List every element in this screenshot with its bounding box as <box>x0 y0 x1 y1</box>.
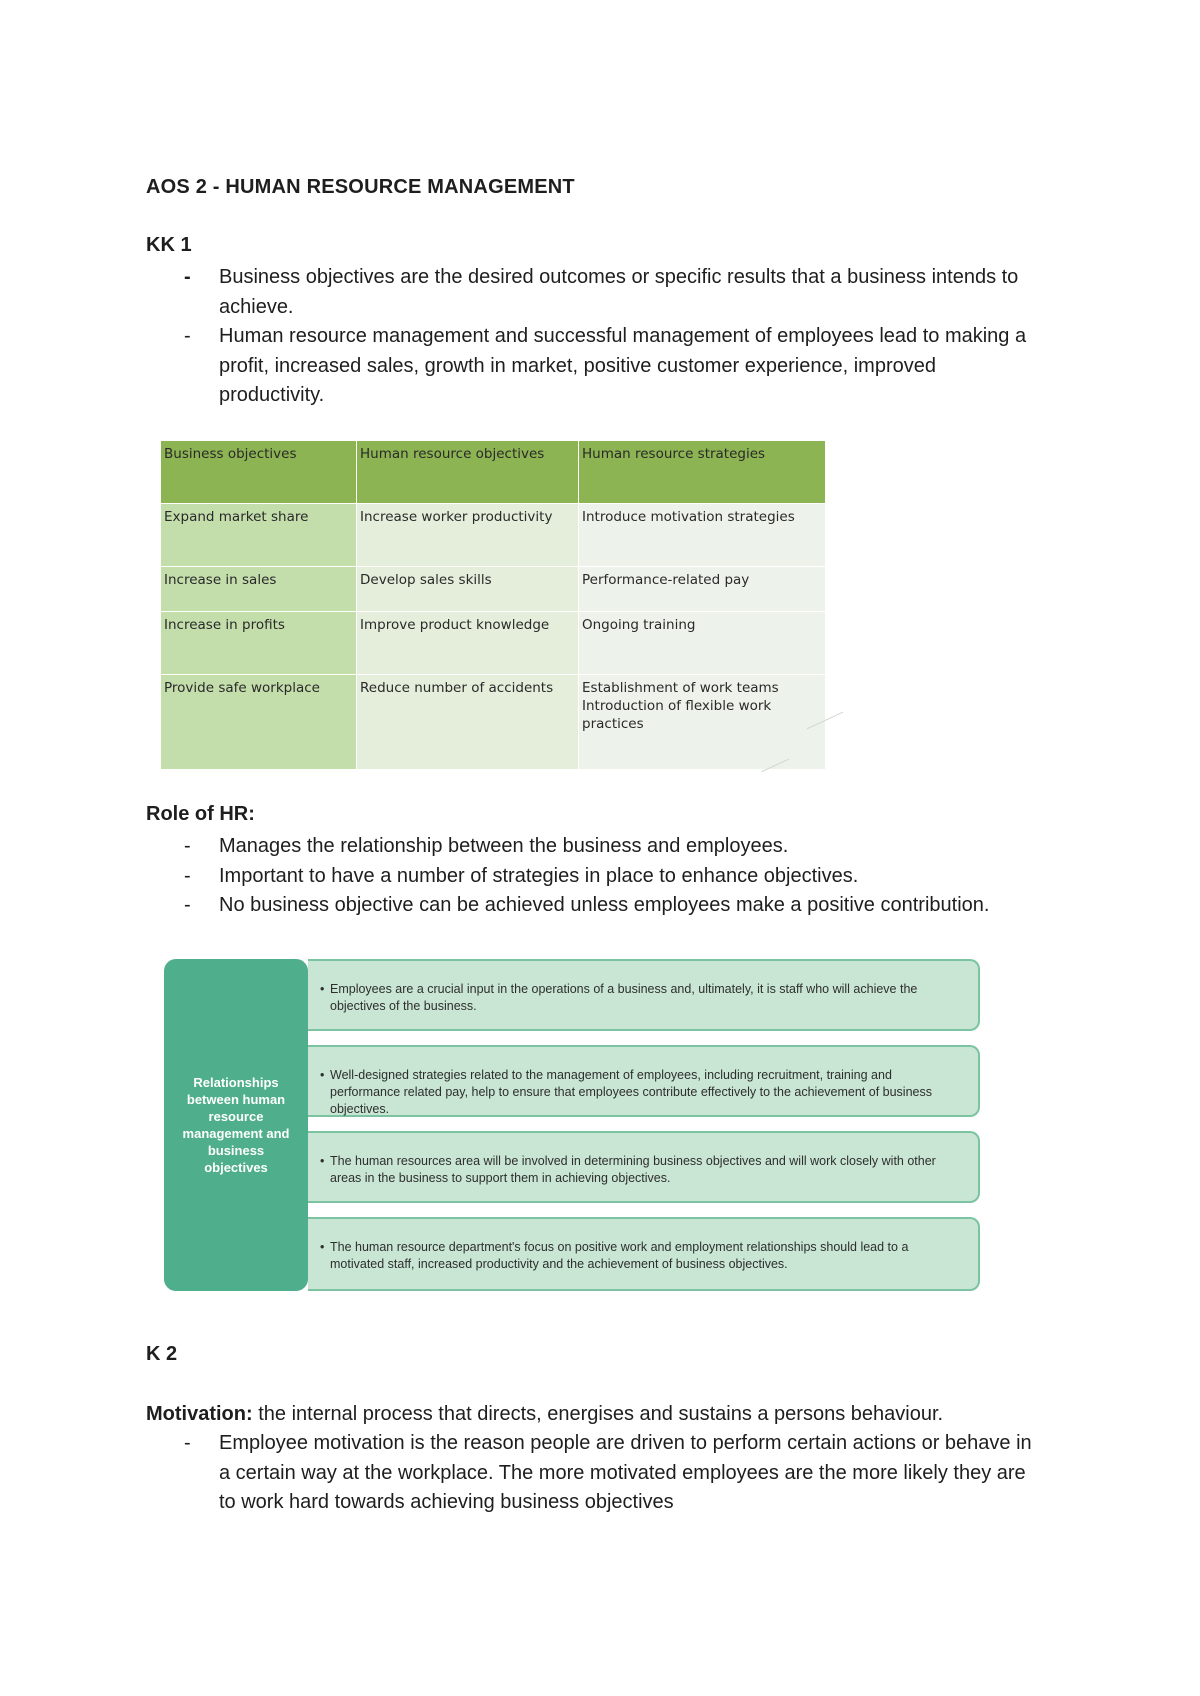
diagram-point: • Well-designed strategies related to the management of employees, including recruitment, training and performance related pay, help to ensure that employees contribute effectively to the achievement of business objectives. <box>308 1045 980 1117</box>
table-cell: Reduce number of accidents <box>357 675 579 770</box>
bullet-marker: • <box>320 1154 325 1168</box>
kk1-heading: KK 1 <box>146 234 192 256</box>
list-item: - Important to have a number of strategies in place to enhance objectives. <box>146 862 1046 892</box>
table-row <box>161 504 826 567</box>
diagram-label: Relationships between human resource management and business objectives <box>182 1075 290 1175</box>
table-cell: Increase in profits <box>161 612 357 675</box>
bullet-marker: • <box>320 1240 325 1254</box>
table-cell: Improve product knowledge <box>357 612 579 675</box>
table-row <box>161 567 826 612</box>
table-cell: Introduce motivation strategies <box>579 504 826 567</box>
table-header-row <box>161 441 826 504</box>
dash-marker: - <box>184 894 191 916</box>
list-item: - Employee motivation is the reason people are driven to perform certain actions or behave in a certain way at the workplace. The more motivated employees are the more likely they are to work hard towards achieving business objectives <box>146 1429 1046 1518</box>
bullet-marker: • <box>320 1068 325 1082</box>
list-item: - No business objective can be achieved unless employees make a positive contribution. <box>146 891 1046 921</box>
role-heading: Role of HR: <box>146 803 255 825</box>
role-bullet-list <box>146 832 1046 921</box>
k2-bullet-list <box>146 1429 1046 1518</box>
table-cell: Provide safe workplace <box>161 675 357 770</box>
table-cell: Develop sales skills <box>357 567 579 612</box>
bullet-marker: • <box>320 982 325 996</box>
list-item: - Human resource management and successful management of employees lead to making a profit, increased sales, growth in market, positive customer experience, improved productivity. <box>146 322 1046 411</box>
dash-marker: - <box>184 1432 191 1454</box>
hr-relationship-diagram <box>150 955 1000 1300</box>
table-row <box>161 675 826 770</box>
table-cell: Increase worker productivity <box>357 504 579 567</box>
k2-heading: K 2 <box>146 1343 178 1365</box>
list-item: - Manages the relationship between the business and employees. <box>146 832 1046 862</box>
list-item: - Business objectives are the desired outcomes or specific results that a business intends to achieve. <box>146 263 1046 322</box>
diagram-point: • The human resources area will be involved in determining business objectives and will work closely with other areas in the business to support them in achieving objectives. <box>308 1131 980 1203</box>
diagram-point: • Employees are a crucial input in the operations of a business and, ultimately, it is staff who will achieve the objectives of the business. <box>308 959 980 1031</box>
table-header-cell: Human resource strategies <box>579 441 826 504</box>
dash-marker: - <box>184 835 191 857</box>
table-header-cell: Human resource objectives <box>357 441 579 504</box>
motivation-definition: Motivation: the internal process that directs, energises and sustains a persons behaviour. <box>146 1403 944 1425</box>
table-cell: Expand market share <box>161 504 357 567</box>
diagram-point: • The human resource department's focus on positive work and employment relationships should lead to a motivated staff, increased productivity and the achievement of business objectives. <box>308 1217 980 1291</box>
diagram-label-box <box>164 959 308 1291</box>
table-cell: Ongoing training <box>579 612 826 675</box>
table-cell: Performance-related pay <box>579 567 826 612</box>
motivation-term: Motivation: <box>146 1403 253 1425</box>
dash-marker: - <box>184 864 191 887</box>
dash-marker: - <box>184 325 191 347</box>
document-title: AOS 2 - HUMAN RESOURCE MANAGEMENT <box>146 176 575 198</box>
table-header-cell: Business objectives <box>161 441 357 504</box>
table-cell: Increase in sales <box>161 567 357 612</box>
objectives-table <box>160 440 826 770</box>
table-cell: Establishment of work teams Introduction of flexible work practices <box>579 675 826 770</box>
dash-marker: - <box>184 266 191 288</box>
table-row <box>161 612 826 675</box>
kk1-bullet-list <box>146 263 1046 411</box>
